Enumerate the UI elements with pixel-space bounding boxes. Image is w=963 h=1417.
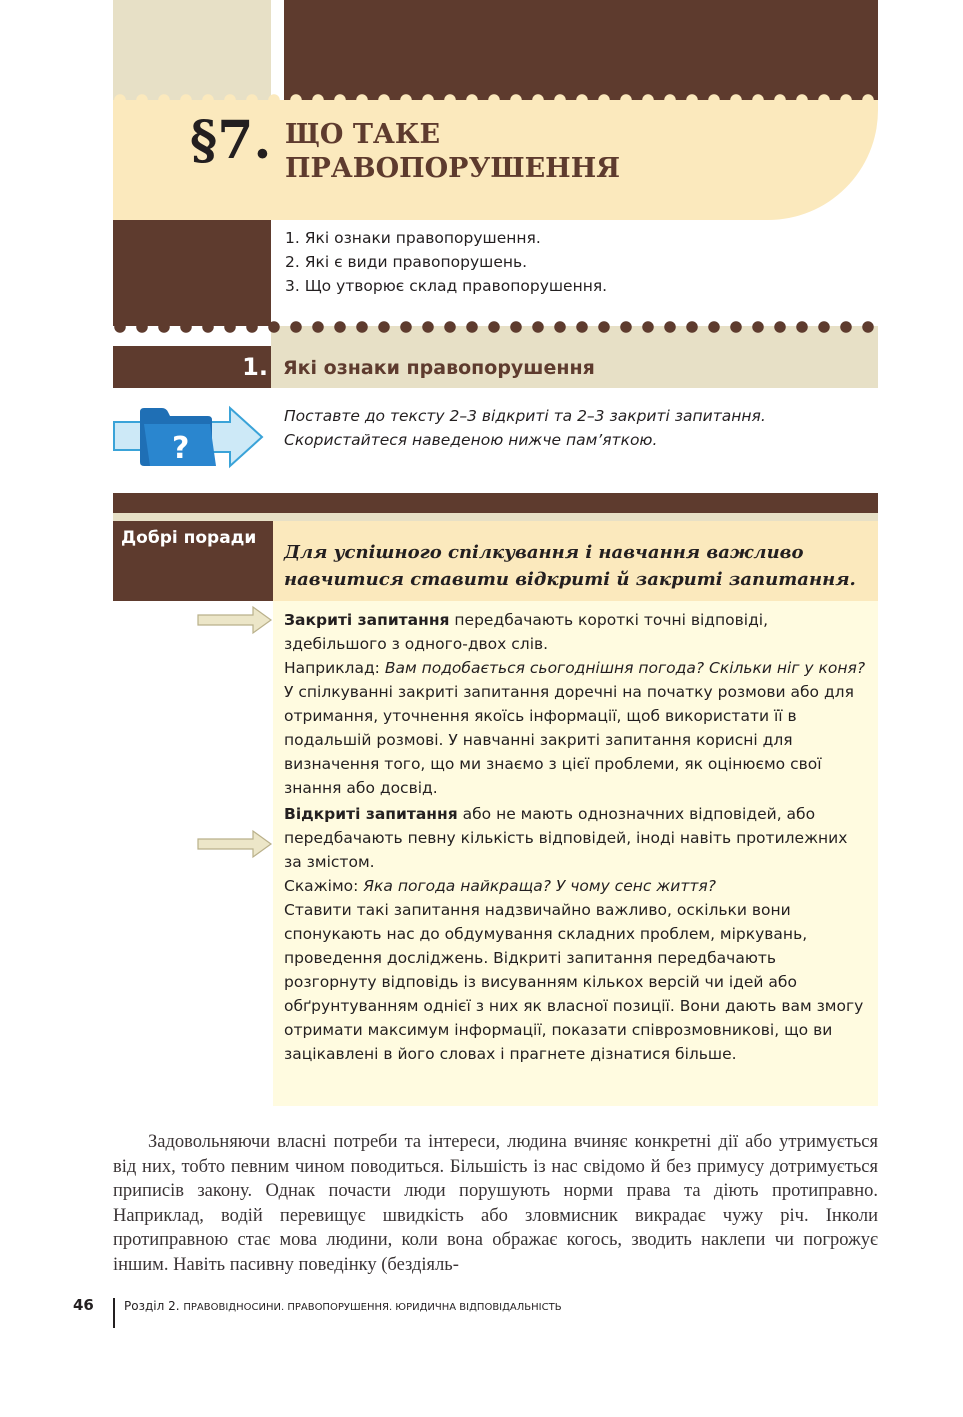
svg-text:?: ? <box>172 431 190 466</box>
page-number: 46 <box>73 1296 94 1314</box>
open-questions-definition: Відкриті запитання або не мають однозначних відповідей, або передбачають певну кількість відповідей, іноді навіть протилежних за змістом. <box>284 805 848 871</box>
tips-band <box>113 513 878 521</box>
tips-intro: Для успішного спілкування і навчання важливо навчитися ставити відкриті й закриті запитання. <box>284 542 856 590</box>
task-line: Скористайтеся наведеною нижче пам’яткою. <box>284 431 658 449</box>
open-questions-example: Скажімо: Яка погода найкраща? У чому сенс життя? <box>284 877 716 895</box>
question-item: 1. Які ознаки правопорушення. <box>285 229 541 247</box>
section-title-line2: ПРАВОПОРУШЕННЯ <box>285 153 621 184</box>
closed-questions-term: Закриті запитання <box>284 611 450 629</box>
open-questions-term: Відкриті запитання <box>284 805 458 823</box>
subsection-number: 1. <box>242 353 268 381</box>
closed-questions-text: У спілкуванні закриті запитання доречні на початку розмови або для отримання, уточнення якоїсь інформації, щоб використати її в подальшій розмові. У навчанні закриті запитання корисні для визначення того, що ми знаємо з цієї проблеми, як оцінюємо свої знання або досвід. <box>284 683 854 797</box>
section-title-line1: ЩО ТАКЕ <box>285 119 441 150</box>
tips-label: Добрі поради <box>121 528 257 548</box>
closed-questions-definition: Закриті запитання передбачають короткі точні відповіді, здебільшого з одного-двох слів. <box>284 611 769 653</box>
questions-list <box>285 226 607 298</box>
header-right-block <box>284 0 878 100</box>
main-paragraph: Задовольняючи власні потреби та інтереси, людина вчиняє конкретні дії або утримується від них, тобто певним чином поводиться. Більшість із нас свідомо й без примусу дотримується приписів закону. Однак почасти люди порушують норми права та діють протиправно. Наприклад, водій перевищує швидкість або зловмисник викрадає чужу річ. Інколи протиправною стає мова людини, коли вона ображає когось, зводить наклепи чи погрожує іншим. Навіть пасивну поведінку (бездіяль- <box>113 1132 878 1275</box>
folder-question-icon <box>112 404 264 470</box>
footer-divider <box>113 1298 115 1328</box>
section-number: §7. <box>190 110 272 171</box>
closed-questions-example: Наприклад: Вам подобається сьогоднішня погода? Скільки ніг у коня? <box>284 659 866 677</box>
footer-running-head <box>124 1299 562 1313</box>
arrow-right-icon <box>197 829 273 859</box>
section-title <box>285 118 620 186</box>
task-line: Поставте до тексту 2–3 відкриті та 2–3 закриті запитання. <box>284 407 766 425</box>
footer-chapter: Розділ 2. <box>124 1299 180 1313</box>
footer-chapter-title: ПРАВОВІДНОСИНИ. ПРАВОПОРУШЕННЯ. ЮРИДИЧНА ВІДПОВІДАЛЬНІСТЬ <box>183 1302 562 1313</box>
task-instructions <box>284 404 766 452</box>
header-dots-divider <box>113 93 878 107</box>
question-item: 3. Що утворює склад правопорушення. <box>285 277 608 295</box>
question-item: 2. Які є види правопорушень. <box>285 253 528 271</box>
arrow-right-icon <box>197 605 273 635</box>
subsection-title: Які ознаки правопорушення <box>283 357 595 379</box>
tips-dots-divider <box>113 500 878 514</box>
open-questions-text: Ставити такі запитання надзвичайно важливо, оскільки вони спонукають нас до обдумування складних проблем, міркувань, проведення досліджень. Відкриті запитання передбачають розгорнуту відповідь із висуванням кількох версій чи ідей або обґрунтуванням однієї з них як власної позиції. Вони дають вам змогу отримати максимум інформації, показати співрозмовникові, що ви зацікавлені в його словах і прагнете дізнатися більше. <box>284 901 864 1063</box>
tips-body <box>284 608 870 1066</box>
questions-dots-divider <box>113 320 878 334</box>
header-left-block <box>113 0 271 100</box>
questions-side-block <box>113 220 271 326</box>
